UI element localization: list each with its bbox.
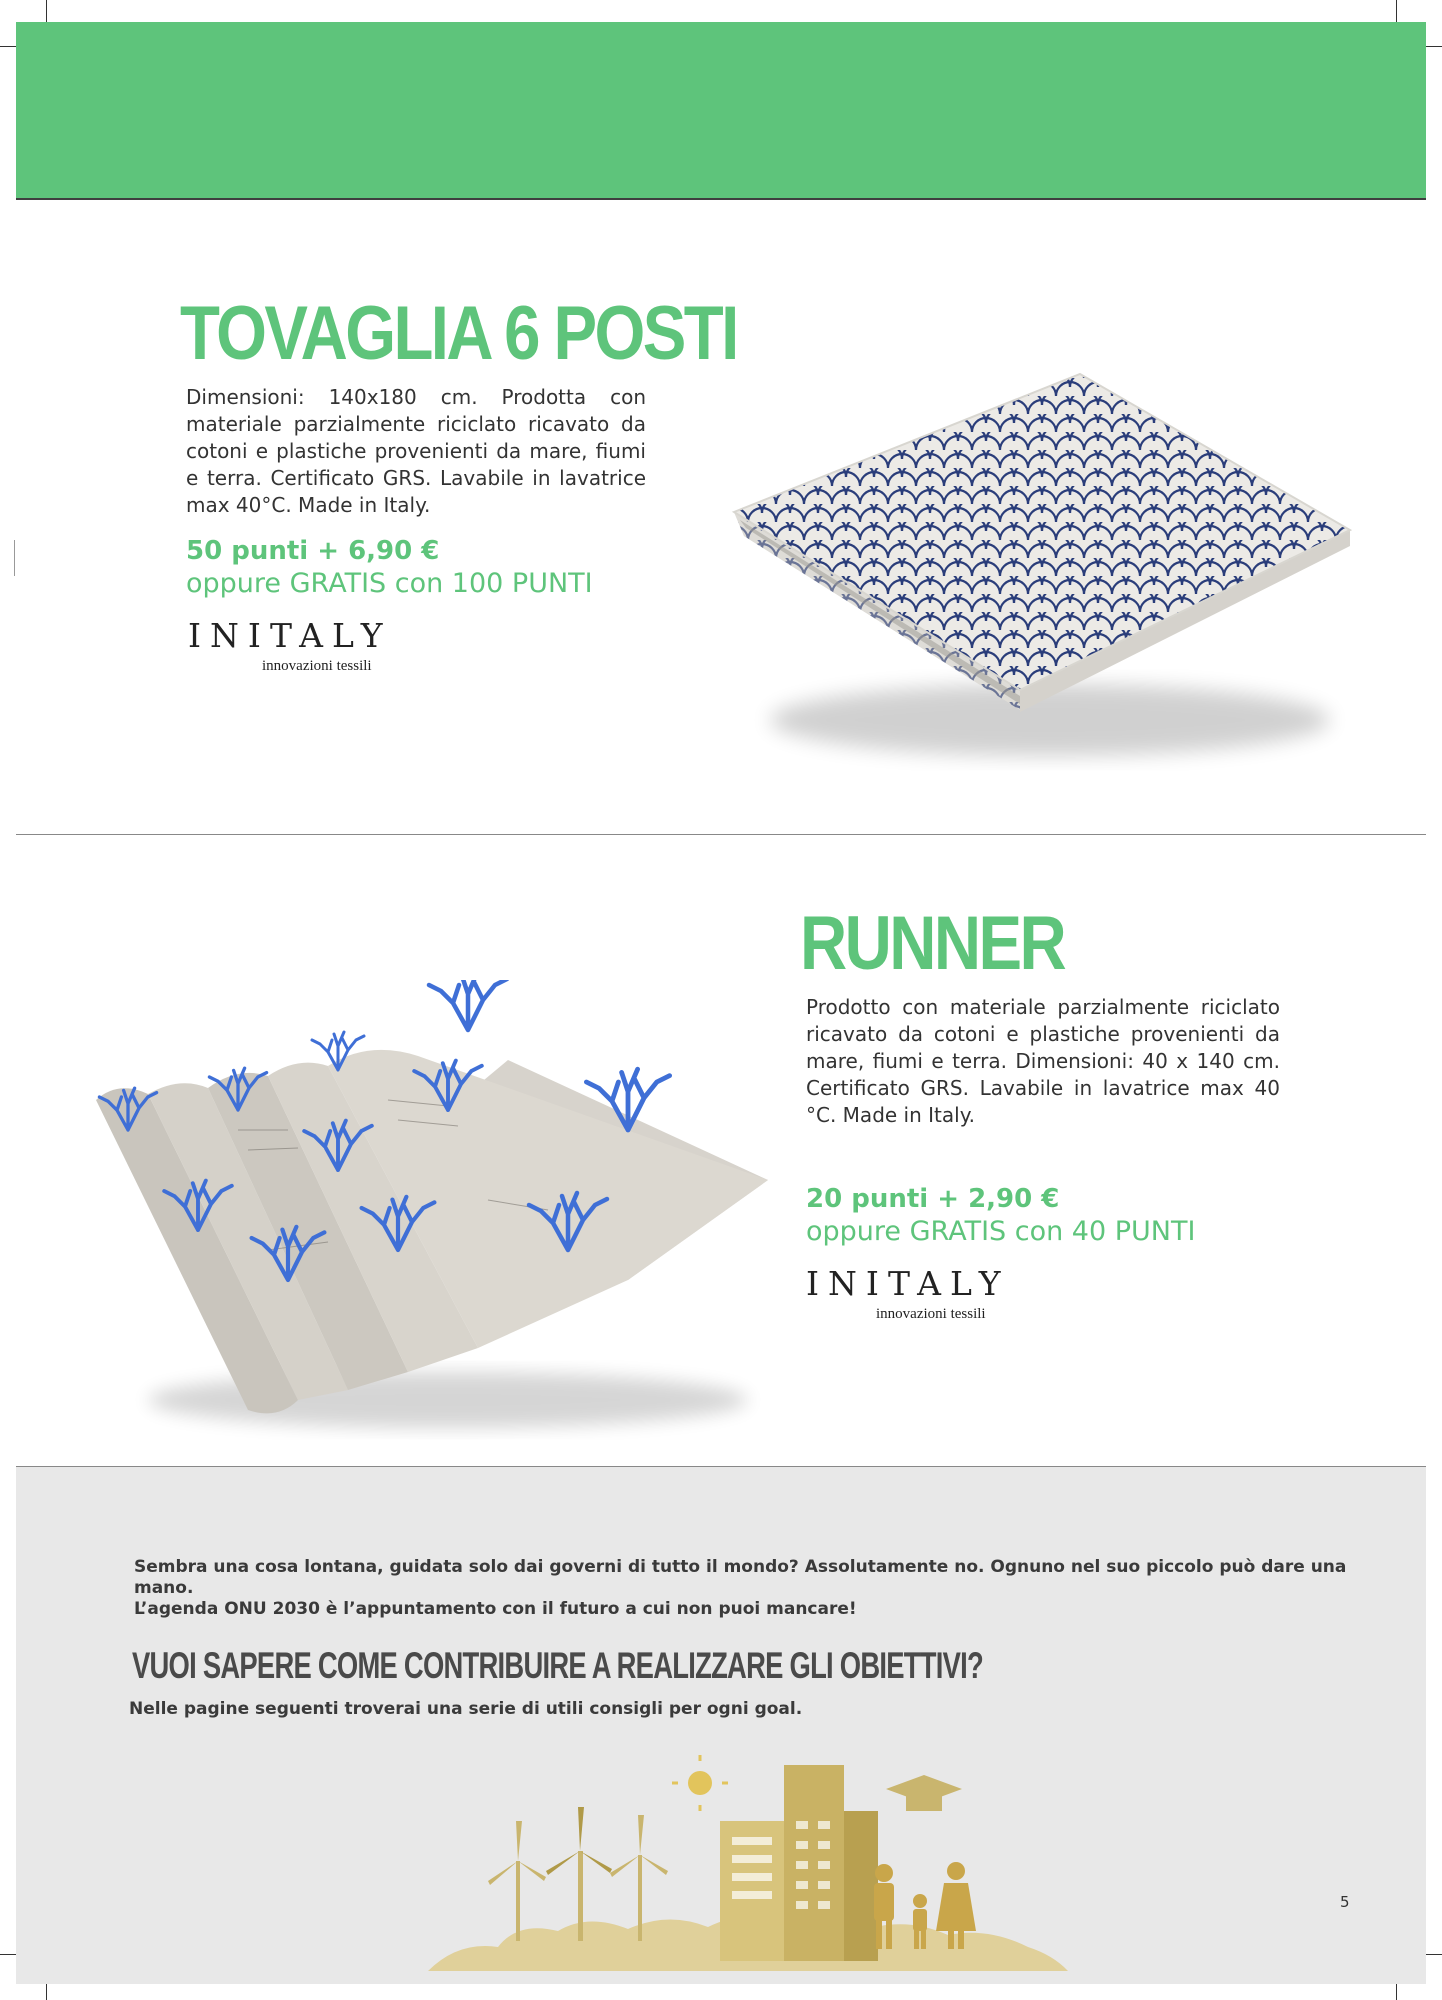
product-description: Dimensioni: 140x180 cm. Prodotta con materiale parzialmente riciclato ricavato da cotoni e plastiche provenienti da mare, fiumi e terra. Certificato GRS. Lavabile in lavatrice max 40°C. Made in Italy. xyxy=(186,385,646,517)
folded-tablecloth-image xyxy=(720,360,1360,780)
header-band xyxy=(16,22,1426,200)
footer-heading: VUOI SAPERE COME CONTRIBUIRE A REALIZZARE GLI OBIETTIVI? xyxy=(132,1645,983,1686)
sustainable-city-illustration xyxy=(428,1751,1068,1981)
brand-logo: INITALY xyxy=(188,616,392,655)
crop-mark xyxy=(14,540,15,576)
product-title: RUNNER xyxy=(800,901,1065,986)
product-price: 20 punti + 2,90 € xyxy=(806,1184,1060,1214)
folded-runner-image xyxy=(88,980,778,1440)
footer-agenda-line: L’agenda ONU 2030 è l’appuntamento con il futuro a cui non puoi mancare! xyxy=(134,1599,857,1619)
footer-panel xyxy=(16,1466,1426,1984)
footer-subtext: Nelle pagine seguenti troverai una serie di utili consigli per ogni goal. xyxy=(129,1699,803,1719)
section-divider xyxy=(16,834,1426,835)
product-free-offer: oppure GRATIS con 40 PUNTI xyxy=(806,1216,1196,1247)
brand-tagline: innovazioni tessili xyxy=(876,1306,986,1322)
product-description: Prodotto con materiale parzialmente riciclato ricavato da cotoni e plastiche provenienti da mare, fiumi e terra. Dimensioni: 40 x 140 cm. Certificato GRS. Lavabile in lavatrice max 40 °C. Made in Italy. xyxy=(806,995,1280,1127)
page-number: 5 xyxy=(1340,1893,1350,1911)
product-free-offer: oppure GRATIS con 100 PUNTI xyxy=(186,568,593,599)
product-price: 50 punti + 6,90 € xyxy=(186,536,440,566)
footer-intro: Sembra una cosa lontana, guidata solo dai governi di tutto il mondo? Assolutamente no. Ognuno nel suo piccolo può dare una mano. xyxy=(134,1557,1347,1598)
brand-tagline: innovazioni tessili xyxy=(262,658,372,674)
product-title: TOVAGLIA 6 POSTI xyxy=(180,291,737,376)
brand-logo: INITALY xyxy=(806,1264,1010,1303)
